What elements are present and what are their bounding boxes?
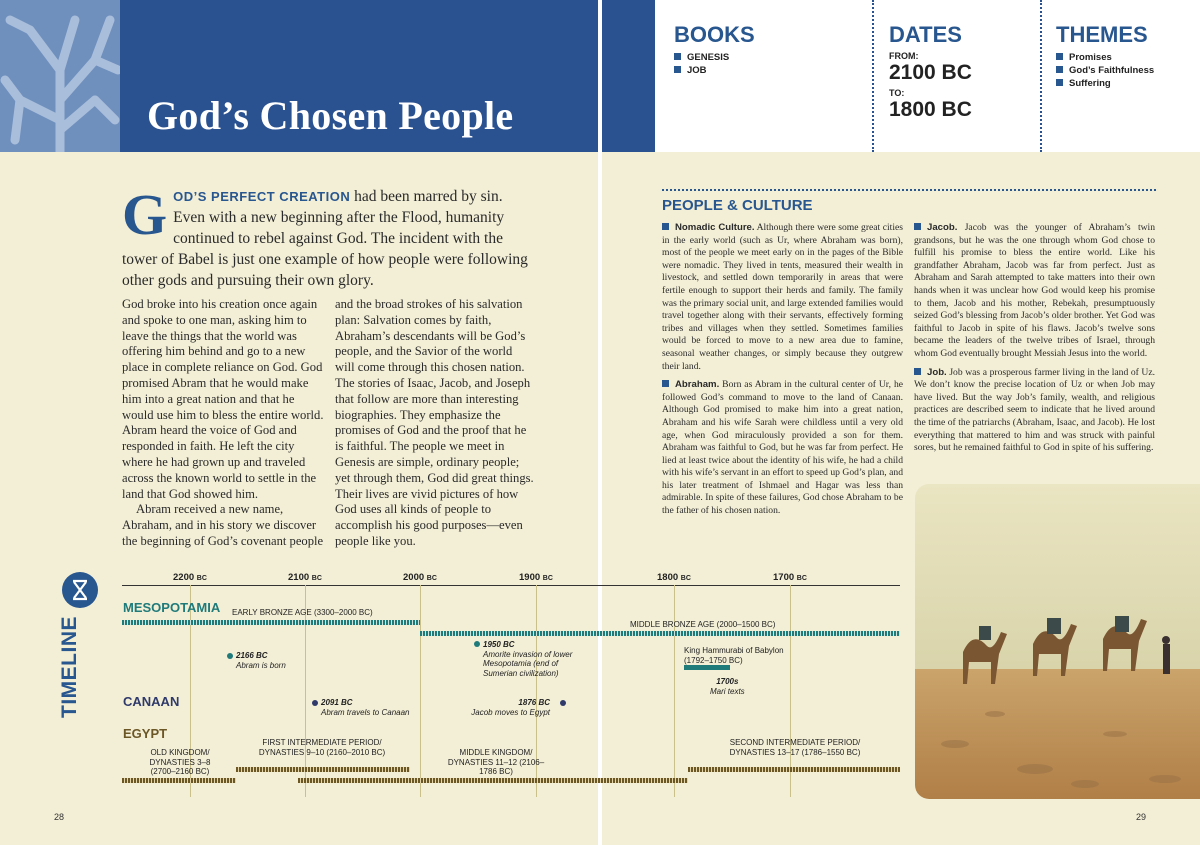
book-item: JOB [674, 64, 755, 77]
book-item: GENESIS [674, 51, 755, 64]
egypt-middle-kingdom: MIDDLE KINGDOM/ DYNASTIES 11–12 (2106–1786 BC) [447, 748, 545, 776]
from-date: 2100 BC [889, 61, 972, 84]
tick-label: 1800 BC [657, 572, 691, 583]
tick-label: 2000 BC [403, 572, 437, 583]
event-hammurabi: King Hammurabi of Babylon (1792–1750 BC) [684, 646, 784, 665]
tick-label: 1900 BC [519, 572, 553, 583]
themes-heading: THEMES [1056, 22, 1148, 47]
event-marker [227, 653, 233, 659]
body-paragraph: God broke into his creation once again and spoke to one man, asking him to leave the things that the world was offering him behind and go to a new place in complete reliance on God. God promised Abram that he would make him into a great nation and that he would use him to bless the entire world. Abram heard the voice of God and responded in faith. He left the city where he had grown up and traveled across the known world to settle in the land that God showed him. [122, 297, 324, 501]
body-paragraph: Abram received a new name, Abraham, and in his story we discover the beginning of God’s covenant people [122, 502, 324, 548]
timeline-label: TIMELINE [58, 616, 81, 718]
desert-camels-photo [915, 484, 1200, 799]
region-mesopotamia: MESOPOTAMIA [123, 600, 221, 615]
page-number-right: 29 [1136, 812, 1147, 822]
egypt-old-kingdom: OLD KINGDOM/ DYNASTIES 3–8 (2700–2160 BC) [149, 748, 211, 776]
theme-item: Promises [1056, 51, 1154, 64]
tick-label: 1700 BC [773, 572, 807, 583]
timeline-axis [122, 585, 900, 586]
gridline [674, 585, 675, 797]
themes-box [1056, 22, 1154, 90]
page-gutter [598, 0, 602, 845]
page-number-left: 28 [54, 812, 65, 822]
middle-bronze-bar [420, 631, 900, 636]
culture-entry: Abraham. Born as Abram in the cultural center of Ur, he followed God’s command to move to the land of Canaan. Although God promised to make him into a great nation, Abraham and his wife Sarah were childless until a very old age, when God miraculously provided a son for them. Abraham was faithful to God, but he was far from perfect. He lied at least twice about the identity of his wife, he had a child with his wife’s servant in an effort to speed up God’s plan, and his later treatment of Ishmael and Hagar was less than admirable. In spite of these failures, God chose Abraham to be the father of his chosen nation. [662, 379, 903, 517]
to-date: 1800 BC [889, 98, 972, 121]
coral-decoration [0, 0, 120, 152]
info-panel-accent [602, 0, 655, 152]
body-column-1 [122, 297, 328, 550]
intro-paragraph [122, 182, 532, 291]
culture-entry: Jacob. Jacob was the younger of Abraham’s twin grandsons, but he was the one through whom God chose to fulfill his promise to bless the entire world. Like his grandfather Abraham, Jacob was far from perfect. Just as Abraham and Sarah attempted to take matters into their own hands when it was unclear how God would keep his promise to them, Jacob and his mother, Rebekah, presumptuously seized God’s blessing from Jacob’s older brother. Yet God was faithful to Jacob in spite of his flaws. Jacob’s twelve sons became the leaders of the twelve tribes of Israel, through whom God eventually brought Messiah Jesus into the world. [914, 222, 1155, 359]
event-abram-born: 2166 BC Abram is born [236, 651, 286, 670]
books-heading: BOOKS [674, 22, 755, 47]
hourglass-icon [60, 570, 100, 610]
intro-text: had been marred by sin. Even with a new beginning after the Flood, humanity continued to rebel against God. The incident with the tower of Babel is just one example of how people were following other gods and pursuing their own glory. [122, 188, 528, 289]
section-rule [662, 189, 1156, 191]
culture-column-2 [914, 222, 1155, 455]
event-mari-texts: 1700s Mari texts [710, 677, 745, 696]
region-canaan: CANAAN [123, 694, 180, 709]
region-egypt: EGYPT [123, 726, 168, 741]
books-box [674, 22, 755, 77]
middle-bronze-label: MIDDLE BRONZE AGE (2000–1500 BC) [630, 620, 776, 629]
from-label: FROM: [889, 51, 919, 61]
egypt-second-intermediate: SECOND INTERMEDIATE PERIOD/ DYNASTIES 13–17 (1786–1550 BC) [729, 738, 861, 757]
middle-kingdom-bar [298, 778, 688, 783]
drop-cap: G [122, 182, 168, 247]
body-paragraph: and the broad strokes of his salvation plan: Salvation comes by faith, Abraham’s descendants will be God’s people, and the Savior of the world will come through this chosen nation. The stories of Isaac, Jacob, and Joseph that follow are more than interesting biographies. They emphasize the promises of God and the proof that he is faithful. The people we meet in Genesis are simple, ordinary people; yet through them, God did great things. Their lives are vivid pictures of how God uses all kinds of people to accomplish his good purposes—even people like you. [335, 297, 534, 548]
event-marker [312, 700, 318, 706]
event-amorite-invasion: 1950 BC Amorite invasion of lower Mesopotamia (end of Sumerian civilization) [483, 640, 573, 678]
early-bronze-bar [122, 620, 420, 625]
gridline [420, 585, 421, 797]
divider [872, 0, 874, 152]
section-title: PEOPLE & CULTURE [662, 197, 813, 214]
gridline [790, 585, 791, 797]
event-marker [474, 641, 480, 647]
tick-label: 2200 BC [173, 572, 207, 583]
dates-heading: DATES [889, 22, 962, 47]
page-title: God’s Chosen People [147, 93, 514, 138]
event-abram-canaan: 2091 BC Abram travels to Canaan [321, 698, 410, 717]
egypt-first-intermediate: FIRST INTERMEDIATE PERIOD/ DYNASTIES 9–10 (2160–2010 BC) [258, 738, 386, 757]
event-marker [560, 700, 566, 706]
to-label: TO: [889, 88, 905, 98]
old-kingdom-bar [122, 778, 236, 783]
event-jacob-egypt: 1876 BC Jacob moves to Egypt [471, 698, 550, 717]
early-bronze-label: EARLY BRONZE AGE (3300–2000 BC) [232, 608, 373, 617]
theme-item: God’s Faithfulness [1056, 64, 1154, 77]
culture-entry: Nomadic Culture. Although there were some great cities in the early world (such as Ur, where Abraham was born), most of the people we meet early on in the pages of the Bible were nomadic. They lived in tents, measured their wealth in livestock, and settled down temporarily in areas that were fertile enough to support their herds and family. The family was the primary social unit, and large extended families would travel together along with their servants, effectively forming tribes and villages when they settled. Sometimes families would be forced to move to a new area due to famine, seasonal weather changes, or simply because they outgrew their land. [662, 222, 903, 372]
body-column-2 [335, 297, 535, 550]
tick-label: 2100 BC [288, 572, 322, 583]
hammurabi-bar [684, 665, 730, 670]
second-intermediate-bar [688, 767, 900, 772]
dates-box [889, 22, 972, 122]
culture-entry: Job. Job was a prosperous farmer living in the land of Uz. We don’t know the precise location of Uz or when Job may have lived. But the way Job’s family, wealth, and religious practices are described seem to indicate that he lived around the time of the patriarchs (Abraham, Isaac, and Jacob). He lost everything that mattered to him and was struck with painful sores, but he remained faithful to God in spite of his suffering. [914, 366, 1155, 454]
divider [1040, 0, 1042, 152]
theme-item: Suffering [1056, 77, 1154, 90]
first-intermediate-bar [236, 767, 410, 772]
culture-column-1 [662, 222, 903, 518]
intro-smallcaps: OD’S PERFECT CREATION [173, 189, 351, 204]
